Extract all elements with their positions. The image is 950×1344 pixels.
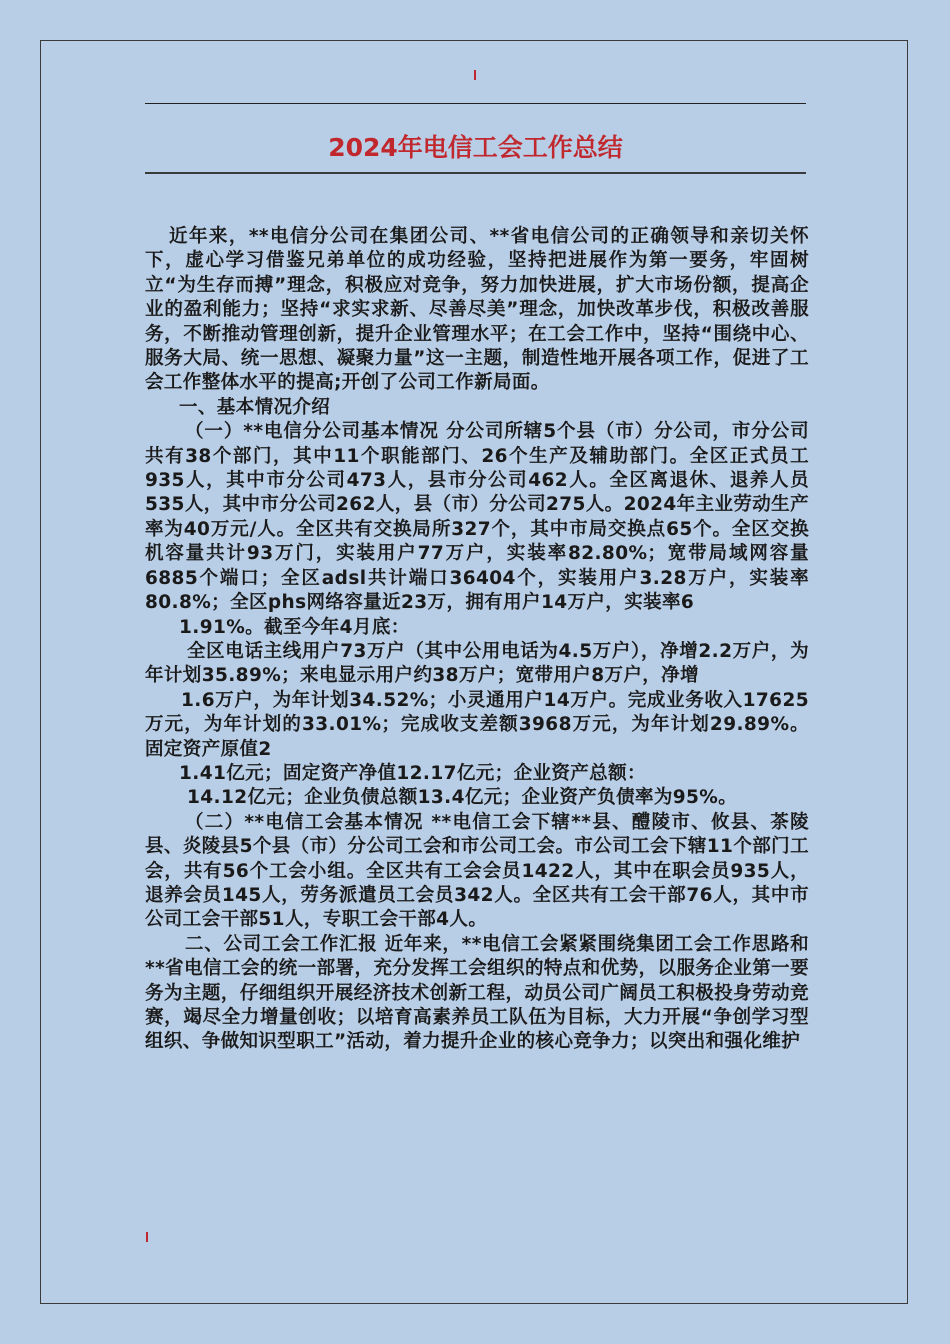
title-rule [145, 172, 806, 174]
section-heading-basic-info: 一、基本情况介绍 [179, 396, 331, 418]
paragraph-branch-info: （一）**电信分公司基本情况 分公司所辖5个县（市）分公司，市分公司共有38个部门，其中11个职能部门、26个生产及辅助部门。全区正式员工935人，其中市分公司473人，县市分公司462人。全区离退休、退养人员535人，其中市分公司262人，县（市）分公司275人。2024年主业劳动生产率为40万元/人。全区共有交换局所327个，其中市局交换点65个。全区交换机容量共计93万门，实装用户77万户，实装率82.80%；宽带局域网容量6885个端口；全区adsl共计端口36404个，实装用户3.28万户，实装率80.8%；全区phs网络容量近23万，拥有用户14万户，实装率6 [145, 421, 809, 614]
paragraph-continuation: 1.6万户，为年计划34.52%；小灵通用户14万户。完成业务收入17625万元，为年计划的33.01%；完成收支差额3968万元，为年计划29.89%。固定资产原值2 [145, 689, 809, 760]
intro-paragraph: 近年来，**电信分公司在集团公司、**省电信公司的正确领导和亲切关怀下，虚心学习借鉴兄弟单位的成功经验，坚持把进展作为第一要务，牢固树立“为生存而搏”理念，积极应对竞争，努力加快进展，扩大市场份额，提高企业的盈利能力；坚持“求实求新、尽善尽美”理念，加快改革步伐，积极改善服务，不断推动管理创新，提升企业管理水平；在工会工作中，坚持“围绕中心、服务大局、统一思想、凝聚力量”这一主题，制造性地开展各项工作，促进了工会工作整体水平的提高;开创了公司工作新局面。 [145, 226, 809, 394]
document-title: 2024年电信工会工作总结 [328, 133, 623, 162]
paragraph-phone-users: 全区电话主线用户73万户（其中公用电话为4.5万户），净增2.2万户，为年计划35.89%；来电显示用户约38万户；宽带用户8万户，净增 [145, 640, 809, 687]
paragraph-continuation: 14.12亿元；企业负债总额13.4亿元；企业资产负债率为95%。 [187, 787, 738, 809]
paragraph-union-info: （二）**电信工会基本情况 **电信工会下辖**县、醴陵市、攸县、茶陵县、炎陵县5个县（市）分公司工会和市公司工会。市公司工会下辖11个部门工会，共有56个工会小组。全区共有工会会员1422人，其中在职会员935人，退养会员145人，劳务派遣员工会员342人。全区共有工会干部76人，其中市公司工会干部51人，专职工会干部4人。 [145, 811, 809, 931]
paragraph-union-report: 二、公司工会工作汇报 近年来，**电信工会紧紧围绕集团工会工作思路和**省电信工会的统一部署，充分发挥工会组织的特点和优势，以服务企业第一要务为主题，仔细组织开展经济技术创新工程，动员公司广阔员工积极投身劳动竞赛，竭尽全力增量创收；以培育高素养员工队伍为目标，大力开展“争创学习型组织、争做知识型职工”活动，着力提升企业的核心竞争力；以突出和强化维护 [145, 933, 809, 1053]
paragraph-continuation: 1.41亿元；固定资产净值12.17亿元；企业资产总额： [179, 762, 646, 784]
header-rule [145, 103, 806, 104]
header-mark [474, 70, 476, 80]
paragraph-continuation: 1.91%。截至今年4月底： [179, 616, 410, 638]
document-body [145, 225, 809, 1055]
footer-mark [146, 1232, 148, 1242]
